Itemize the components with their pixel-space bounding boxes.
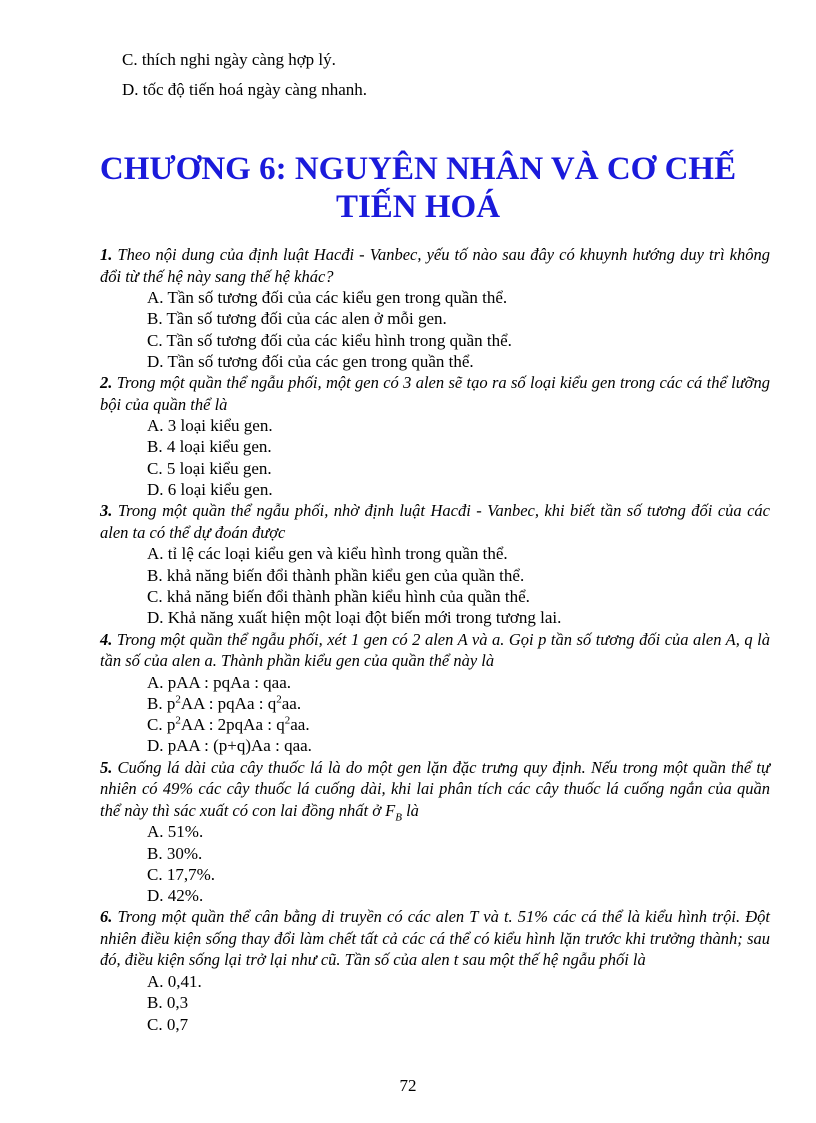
- question-number: 4.: [100, 629, 113, 649]
- question-text: Trong một quần thể ngẫu phối, nhờ định luật Hacđi - Vanbec, khi biết tần số tương đối của các alen ta có thể dự đoán được: [100, 501, 770, 542]
- question-number: 1.: [100, 245, 113, 264]
- option-b: B. 30%.: [147, 843, 203, 863]
- question-6: [100, 906, 770, 971]
- option-b: B. khả năng biến đổi thành phần kiểu gen của quần thể.: [147, 565, 525, 585]
- option-d: [147, 735, 770, 756]
- question-4: [100, 629, 770, 672]
- question-number: 5.: [100, 757, 113, 777]
- superscript: 2: [284, 714, 291, 727]
- option-text: AA : 2pqAa : q: [180, 715, 285, 735]
- question-text: Trong một quần thể cân bằng di truyền có các alen T và t. 51% các cá thể là kiểu hình trội. Đột nhiên điều kiện sống thay đổi làm chết tất cả các cá thể có kiểu hình lặn trước khi trưởng thành; sau đó, điều kiện sống lại trở lại như cũ. Tần số của alen t sau một thế hệ ngẫu phối là: [100, 907, 770, 970]
- option-c: C. Tần số tương đối của các kiểu hình trong quần thể.: [147, 330, 512, 350]
- question-1: [100, 244, 770, 287]
- option-text: aa.: [290, 715, 310, 735]
- option-c: C. khả năng biến đổi thành phần kiểu hình của quần thể.: [147, 586, 530, 606]
- question-3: [100, 500, 770, 543]
- superscript: 2: [175, 693, 181, 706]
- question-number: 3.: [100, 501, 113, 521]
- option-a: A. Tần số tương đối của các kiểu gen trong quần thể.: [147, 288, 508, 307]
- option-b: B. 0,3: [147, 993, 189, 1013]
- question-text: Theo nội dung của định luật Hacđi - Vanbec, yếu tố nào sau đây có khuynh hướng duy trì không đổi từ thế hệ này sang thế hệ khác?: [100, 245, 770, 286]
- option-a: A. 51%.: [147, 822, 204, 842]
- previous-option-c: C. thích nghi ngày càng hợp lý.: [122, 50, 336, 69]
- option-text: D. pAA : (p+q)Aa : qaa.: [147, 736, 312, 756]
- question-2: [100, 372, 770, 415]
- option-d: D. 6 loại kiểu gen.: [147, 480, 273, 500]
- question-number: 2.: [100, 373, 113, 393]
- option-text: AA : pqAa : q: [180, 693, 277, 713]
- option-d: D. Khả năng xuất hiện một loại đột biến mới trong tương lai.: [147, 608, 562, 628]
- option-c: [147, 714, 770, 735]
- option-text: A. pAA : pqAa : qaa.: [147, 672, 292, 692]
- option-a: A. 3 loại kiểu gen.: [147, 416, 273, 436]
- option-d: D. Tần số tương đối của các gen trong quần thể.: [147, 351, 474, 371]
- option-text: aa.: [281, 693, 302, 713]
- option-c: C. 17,7%.: [147, 864, 215, 884]
- option-a: A. 0,41.: [147, 971, 202, 991]
- option-d: D. 42%.: [147, 886, 204, 906]
- option-c: C. 0,7: [147, 1014, 189, 1034]
- previous-option-d: D. tốc độ tiến hoá ngày càng nhanh.: [122, 80, 368, 99]
- chapter-title-line2: TIẾN HOÁ: [335, 189, 501, 225]
- option-b: [147, 693, 770, 714]
- question-text: Trong một quần thể ngẫu phối, xét 1 gen có 2 alen A và a. Gọi p tần số tương đối của alen A, q là tần số của alen a. Thành phần kiểu gen của quần thể này là: [100, 629, 771, 671]
- option-a: A. tỉ lệ các loại kiểu gen và kiểu hình trong quần thể.: [147, 544, 508, 564]
- question-5: [100, 757, 770, 822]
- subscript: B: [395, 811, 402, 824]
- option-b: B. 4 loại kiểu gen.: [147, 437, 272, 457]
- superscript: 2: [276, 693, 282, 706]
- chapter-title: [60, 150, 776, 226]
- question-text: Trong một quần thể ngẫu phối, một gen có 3 alen sẽ tạo ra số loại kiểu gen trong các cá thể lưỡng bội của quần thể là: [100, 373, 770, 414]
- question-text: Cuống lá dài của cây thuốc lá là do một gen lặn đặc trưng quy định. Nếu trong một quần thể tự nhiên có 49% các cây thuốc lá cuống dài, khi lai phân tích các cây thuốc lá cuống ngắn của quần thể này thì sác xuất có con lai đồng nhất ở F: [100, 757, 771, 820]
- option-text: C. p: [147, 715, 176, 735]
- option-b: B. Tần số tương đối của các alen ở mỗi gen.: [147, 309, 447, 329]
- option-text: B. p: [147, 693, 176, 713]
- question-number: 6.: [100, 907, 113, 927]
- option-a: [147, 672, 770, 693]
- page-number: 72: [399, 1076, 417, 1095]
- chapter-title-line1: CHƯƠNG 6: NGUYÊN NHÂN VÀ CƠ CHẾ: [99, 151, 737, 187]
- question-list: [100, 244, 770, 1035]
- superscript: 2: [175, 714, 181, 727]
- question-text-end: là: [401, 800, 419, 820]
- option-c: C. 5 loại kiểu gen.: [147, 458, 272, 478]
